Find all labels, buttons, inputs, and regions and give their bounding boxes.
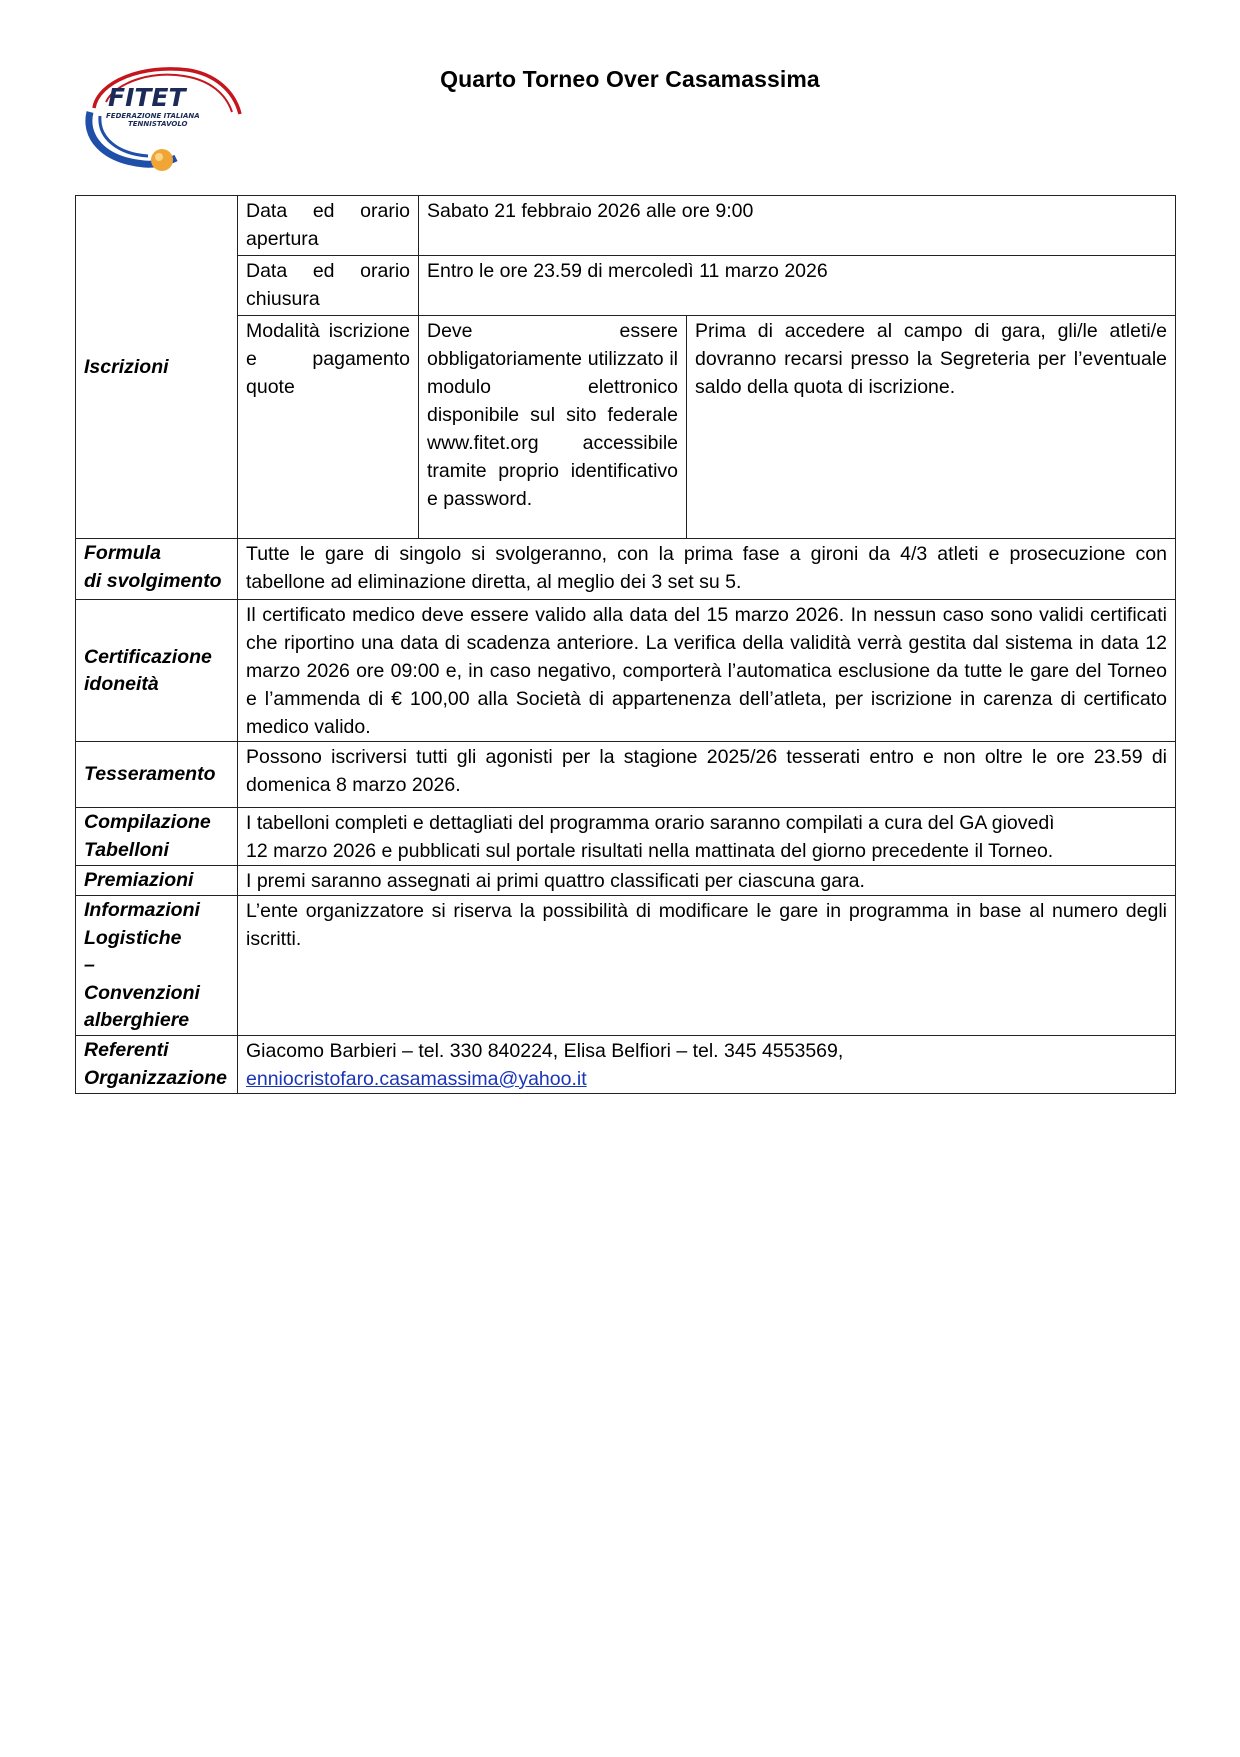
compilazione-text-line2: 12 marzo 2026 e pubblicati sul portale risultati nella mattinata del giorno precedente il Torneo. — [246, 840, 1054, 862]
apertura-label-line2: apertura — [246, 228, 319, 250]
referenti-label-line1: Referenti — [84, 1039, 169, 1061]
apertura-value: Sabato 21 febbraio 2026 alle ore 9:00 — [419, 196, 1176, 256]
formula-label — [76, 539, 238, 600]
row-chiusura — [76, 256, 1176, 316]
informazioni-label-line5: alberghiere — [84, 1009, 190, 1031]
row-modalita — [76, 316, 1176, 539]
informazioni-label-line2: Logistiche — [84, 926, 182, 949]
chiusura-label-line2: chiusura — [246, 288, 320, 310]
compilazione-text — [238, 808, 1176, 866]
row-formula — [76, 539, 1176, 600]
row-apertura — [76, 196, 1176, 256]
informazioni-text: L’ente organizzatore si riserva la possibilità di modificare le gare in programma in base al numero degli iscritti. — [238, 896, 1176, 1036]
compilazione-label-line2: Tabelloni — [84, 838, 169, 861]
row-premiazioni — [76, 866, 1176, 896]
certificazione-label — [76, 600, 238, 742]
logo-subtitle-line2: TENNISTAVOLO — [128, 120, 188, 128]
tournament-info-table — [75, 195, 1176, 1094]
modalita-col2: Prima di accedere al campo di gara, gli/le atleti/e dovranno recarsi presso la Segreteria per l’eventuale saldo della quota di iscrizione. — [687, 316, 1176, 539]
compilazione-label-line1: Compilazione — [84, 811, 211, 833]
row-tesseramento — [76, 742, 1176, 808]
premiazioni-text: I premi saranno assegnati ai primi quattro classificati per ciascuna gara. — [238, 866, 1176, 896]
formula-label-line1: Formula — [84, 542, 161, 564]
referenti-contacts: Giacomo Barbieri – tel. 330 840224, Elisa Belfiori – tel. 345 4553569, — [246, 1040, 844, 1062]
formula-label-line2: di svolgimento — [84, 569, 222, 592]
chiusura-label — [238, 256, 419, 316]
tesseramento-label: Tesseramento — [76, 742, 238, 808]
logo-subtitle-line1: FEDERAZIONE ITALIANA — [106, 112, 200, 120]
premiazioni-label: Premiazioni — [76, 866, 238, 896]
apertura-label — [238, 196, 419, 256]
referenti-label-line2: Organizzazione — [84, 1066, 228, 1089]
logo-wordmark: FITET — [108, 83, 186, 112]
modalita-col1: Deve essere obbligatoriamente utilizzato il modulo elettronico disponibile sul sito federale www.fitet.org accessibile tramite proprio identificativo e password. — [419, 316, 687, 539]
apertura-label-line1: Data ed orario — [246, 200, 410, 222]
row-certificazione — [76, 600, 1176, 742]
tesseramento-text: Possono iscriversi tutti gli agonisti per la stagione 2025/26 tesserati entro e non oltre le ore 23.59 di domenica 8 marzo 2026. — [238, 742, 1176, 808]
formula-text: Tutte le gare di singolo si svolgeranno, con la prima fase a gironi da 4/3 atleti e prosecuzione con tabellone ad eliminazione diretta, al meglio dei 3 set su 5. — [238, 539, 1176, 600]
modalita-label: Modalità iscrizione e pagamento quote — [238, 316, 419, 539]
certificazione-text: Il certificato medico deve essere valido alla data del 15 marzo 2026. In nessun caso sono validi certificati che riportino una data di scadenza anteriore. La verifica della validità verrà gestita dal sistema in data 12 marzo 2026 ore 09:00 e, in caso negativo, comporterà l’automatica esclusione da tutte le gare del Torneo e l’ammenda di € 100,00 alla Società di appartenenza dell’atleta, per iscrizione in carenza di certificato medico valido. — [238, 600, 1176, 742]
referenti-email-link[interactable]: enniocristofaro.casamassima@yahoo.it — [246, 1068, 587, 1090]
row-informazioni — [76, 896, 1176, 1036]
fitet-logo-graphic — [84, 56, 252, 174]
referenti-text — [238, 1036, 1176, 1094]
iscrizioni-label: Iscrizioni — [76, 196, 238, 539]
row-compilazione — [76, 808, 1176, 866]
chiusura-value: Entro le ore 23.59 di mercoledì 11 marzo 2026 — [419, 256, 1176, 316]
certificazione-label-line2: idoneità — [84, 673, 159, 695]
certificazione-label-line1: Certificazione — [84, 645, 212, 668]
chiusura-label-line1: Data ed orario — [246, 260, 410, 282]
informazioni-label — [76, 896, 238, 1036]
informazioni-label-line4: Convenzioni — [84, 981, 200, 1004]
informazioni-label-line1: Informazioni — [84, 899, 200, 921]
row-referenti — [76, 1036, 1176, 1094]
informazioni-label-line3: – — [84, 954, 95, 976]
referenti-label — [76, 1036, 238, 1094]
fitet-logo — [84, 56, 252, 174]
compilazione-label — [76, 808, 238, 866]
page-title: Quarto Torneo Over Casamassima — [440, 66, 820, 92]
compilazione-text-line1: I tabelloni completi e dettagliati del programma orario saranno compilati a cura del GA giovedì — [246, 812, 1055, 834]
